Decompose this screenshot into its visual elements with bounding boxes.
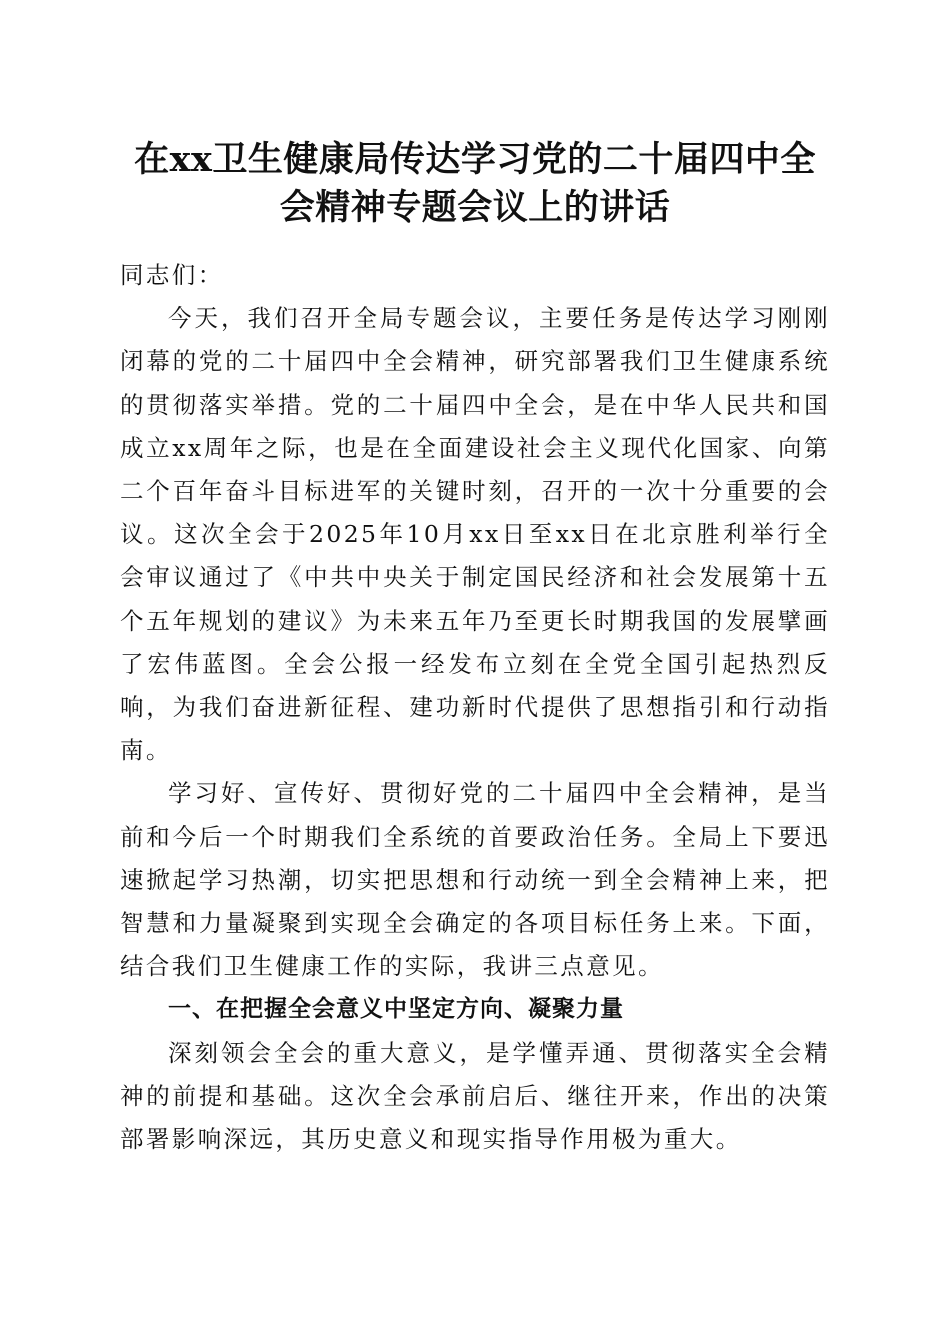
document-title <box>100 136 850 232</box>
title-line-2: 会精神专题会议上的讲话 <box>279 187 671 228</box>
section-paragraph-1: 深刻领会全会的重大意义，是学懂弄通、贯彻落实全会精神的前提和基础。这次全会承前启后、继往开来，作出的决策部署影响深远，其历史意义和现实指导作用极为重大。 <box>120 1038 830 1154</box>
paragraph-intro: 今天，我们召开全局专题会议，主要任务是传达学习刚刚闭幕的党的二十届四中全会精神，研究部署我们卫生健康系统的贯彻落实举措。党的二十届四中全会，是在中华人民共和国成立xx周年之际，也是在全面建设社会主义现代化国家、向第二个百年奋斗目标进军的关键时刻，召开的一次十分重要的会议。这次全会于2025年10月xx日至xx日在北京胜利举行全会审议通过了《中共中央关于制定国民经济和社会发展第十五个五年规划的建议》为未来五年乃至更长时期我国的发展擘画了宏伟蓝图。全会公报一经发布立刻在全党全国引起热烈反响，为我们奋进新征程、建功新时代提供了思想指引和行动指南。 <box>120 304 830 765</box>
section-heading-1: 一、在把握全会意义中坚定方向、凝聚力量 <box>168 996 624 1023</box>
title-line-1: 在xx卫生健康局传达学习党的二十届四中全 <box>134 139 816 180</box>
salutation: 同志们： <box>120 261 224 289</box>
document-body <box>120 254 830 1161</box>
paragraph-task: 学习好、宣传好、贯彻好党的二十届四中全会精神，是当前和今后一个时期我们全系统的首要政治任务。全局上下要迅速掀起学习热潮，切实把思想和行动统一到全会精神上来，把智慧和力量凝聚到实现全会确定的各项目标任务上来。下面，结合我们卫生健康工作的实际，我讲三点意见。 <box>120 779 830 981</box>
